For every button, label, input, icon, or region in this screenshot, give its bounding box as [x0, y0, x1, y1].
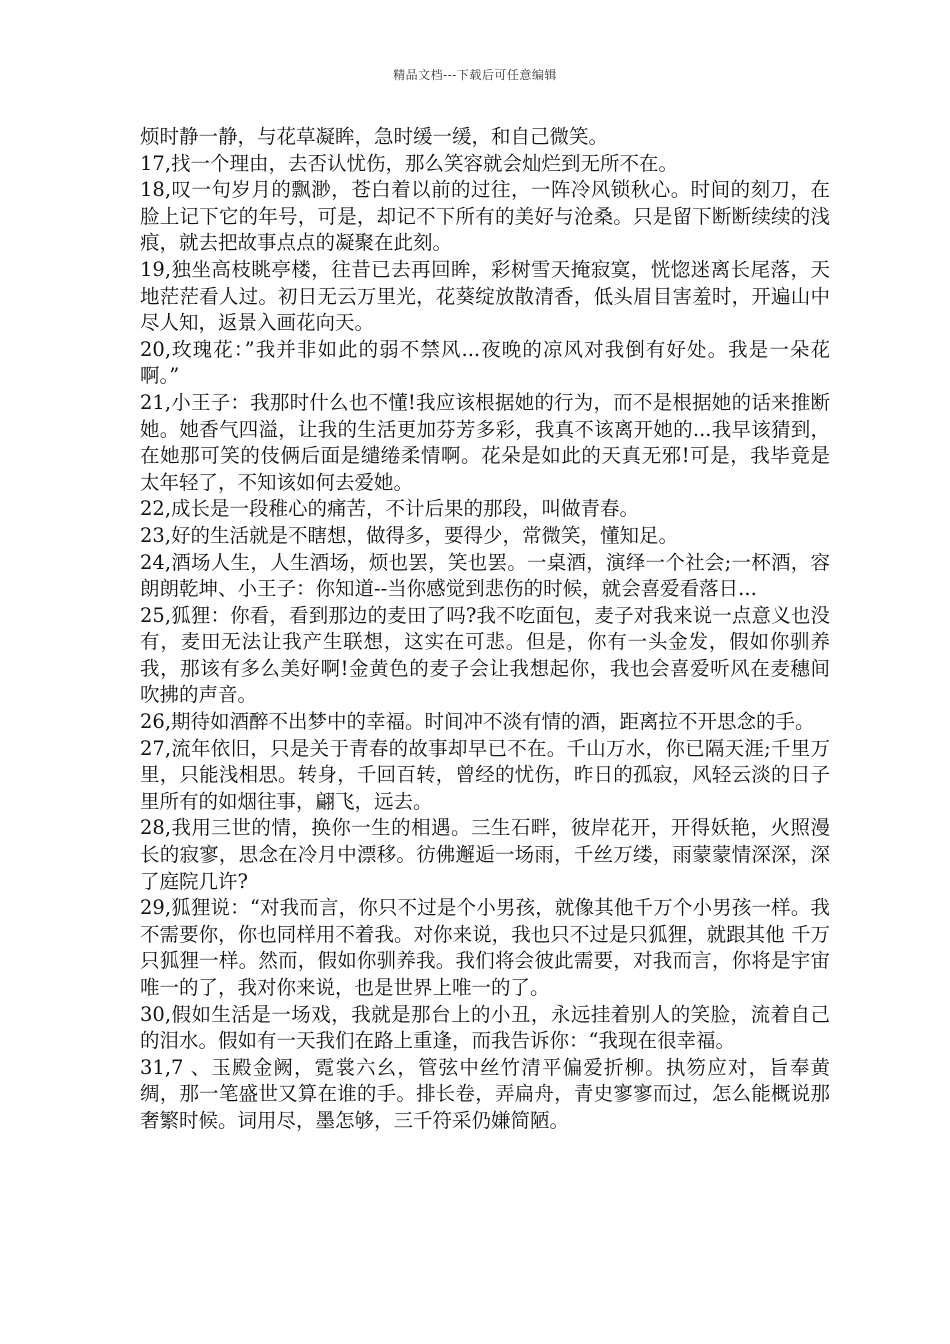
paragraph: 22,成长是一段稚心的痛苦，不计后果的那段，叫做青春。 [140, 497, 640, 521]
paragraph: 26,期待如酒醉不出梦中的幸福。时间冲不淡有情的酒，距离拉不开思念的手。 [140, 710, 815, 734]
paragraph: 18,叹一句岁月的飘渺，苍白着以前的过往，一阵冷风锁秋心。时间的刻刀，在脸上记下它的年号，可是，却记不下所有的美好与沧桑。只是留下断断续续的浅痕，就去把故事点点的凝聚在此刻。 [140, 178, 830, 255]
paragraph: 30,假如生活是一场戏，我就是那台上的小丑，永远挂着别人的笑脸，流着自己的泪水。假如有一天我们在路上重逢，而我告诉你：“我现在很幸福。 [140, 1002, 830, 1053]
paragraph: 23,好的生活就是不瞎想，做得多，要得少，常微笑，懂知足。 [140, 523, 679, 547]
paragraph: 20,玫瑰花：”我并非如此的弱不禁风...夜晚的凉风对我倒有好处。我是一朵花啊。” [140, 337, 830, 388]
page-header: 精品文档---下载后可任意编辑 [393, 68, 557, 82]
paragraph: 31,7 、玉殿金阙，霓裳六幺，管弦中丝竹清平偏爱折柳。执笏应对，旨奉黄绸，那一笔盛世又算在谁的手。排长卷，弄扁舟，青史寥寥而过，怎么能概说那奢繁时候。词用尽，墨怎够，三千符采仍嫌简陋。 [140, 1055, 830, 1132]
paragraph: 29,狐狸说：“对我而言，你只不过是个小男孩，就像其他千万个小男孩一样。我不需要你，你也同样用不着我。对你来说，我也只不过是只狐狸，就跟其他 千万只狐狸一样。然而，假如你驯养我。我们将会彼此需要，对我而言，你将是宇宙唯一的了，我对你来说，也是世界上唯一的了。 [140, 896, 830, 999]
paragraph: 17,找一个理由，去否认忧伤，那么笑容就会灿烂到无所不在。 [140, 151, 679, 175]
paragraph: 19,独坐高枝眺亭楼，往昔已去再回眸，彩树雪天掩寂寞，恍惚迷离长尾落，天地茫茫看人过。初日无云万里光，花葵绽放散清香，低头眉目害羞时，开遍山中尽人知，返景入画花向天。 [140, 257, 830, 335]
paragraph: 27,流年依旧，只是关于青春的故事却早已不在。千山万水，你已隔天涯;千里万里，只能浅相思。转身，千回百转，曾经的忧伤，昨日的孤寂，风轻云淡的日子里所有的如烟往事，翩飞，远去。 [140, 736, 830, 813]
paragraph: 28,我用三世的情，换你一生的相遇。三生石畔，彼岸花开，开得妖艳，火照漫长的寂寥，思念在冷月中漂移。彷佛邂逅一场雨，千丝万缕，雨蒙蒙情深深，深了庭院几许? [140, 816, 830, 893]
paragraph: 烦时静一静，与花草凝眸，急时缓一缓，和自己微笑。 [140, 125, 609, 148]
paragraph: 25,狐狸：你看，看到那边的麦田了吗?我不吃面包，麦子对我来说一点意义也没有，麦田无法让我产生联想，这实在可悲。但是，你有一头金发，假如你驯养我，那该有多么美好啊!金黄色的麦子会让我想起你，我也会喜爱听风在麦穗间吹拂的声音。 [140, 603, 830, 707]
document-body [140, 124, 830, 1135]
paragraph: 21,小王子：我那时什么也不懂!我应该根据她的行为，而不是根据她的话来推断她。她香气四溢，让我的生活更加芬芳多彩，我真不该离开她的...我早该猜到，在她那可笑的伎俩后面是缱绻柔情啊。花朵是如此的天真无邪!可是，我毕竟是太年轻了，不知该如何去爱她。 [140, 390, 830, 494]
paragraph: 24,酒场人生，人生酒场，烦也罢，笑也罢。一桌酒，演绎一个社会;一杯酒，容朗朗乾坤、小王子：你知道--当你感觉到悲伤的时候，就会喜爱看落日... [140, 550, 830, 601]
